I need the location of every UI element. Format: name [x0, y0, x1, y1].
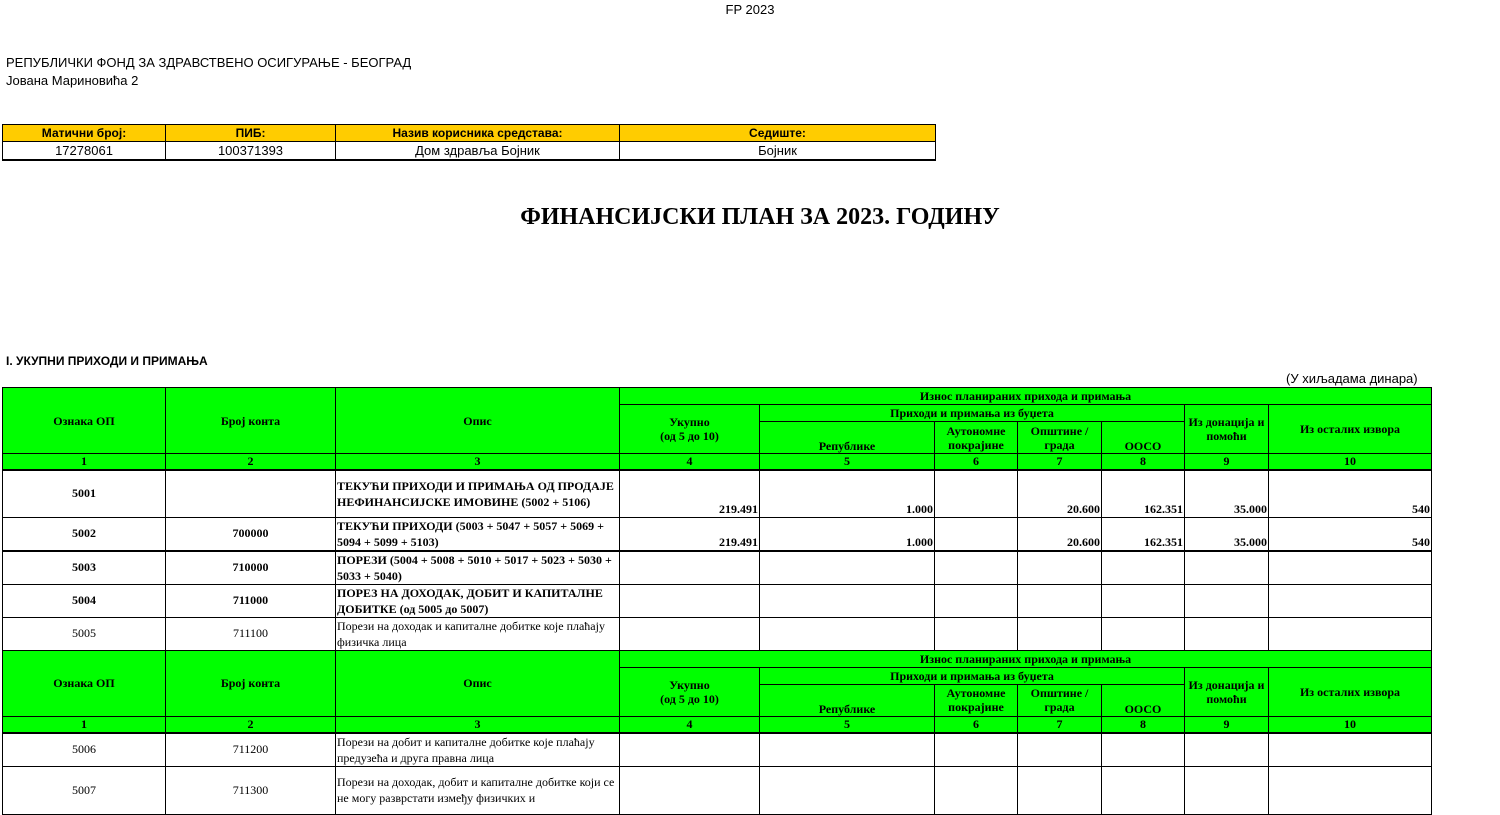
- cell-amount: 162.351: [1102, 517, 1185, 551]
- cell-oznaka: 5007: [3, 766, 166, 814]
- col-number: 8: [1102, 716, 1185, 733]
- id-value-pib: 100371393: [166, 142, 336, 161]
- col-header-ostali: Из осталих извора: [1269, 667, 1432, 716]
- cell-amount: [935, 470, 1018, 517]
- cell-amount: [1269, 617, 1432, 650]
- cell-amount: [620, 617, 760, 650]
- table-row: [3, 470, 1432, 517]
- cell-amount: [760, 584, 935, 617]
- col-header-autonomne: Аутономне покрајине: [935, 422, 1018, 454]
- cell-amount: [760, 551, 935, 585]
- table-row: [3, 584, 1432, 617]
- col-header-konto: Број конта: [166, 388, 336, 454]
- document-code: FP 2023: [725, 2, 775, 17]
- cell-opis: Порези на доходак, добит и капиталне добитке који се не могу разврстати између физичких и: [336, 766, 620, 814]
- col-header-ostali: Из осталих извора: [1269, 405, 1432, 454]
- cell-amount: [935, 551, 1018, 585]
- cell-opis: ТЕКУЋИ ПРИХОДИ (5003 + 5047 + 5057 + 5069 + 5094 + 5099 + 5103): [336, 517, 620, 551]
- cell-amount: [620, 551, 760, 585]
- cell-amount: [620, 766, 760, 814]
- id-value-naziv: Дом здравља Бојник: [336, 142, 620, 161]
- cell-opis: ПОРЕЗИ (5004 + 5008 + 5010 + 5017 + 5023 + 5030 + 5033 + 5040): [336, 551, 620, 585]
- id-value-sediste: Бојник: [620, 142, 936, 161]
- cell-amount: [620, 584, 760, 617]
- cell-amount: [1269, 733, 1432, 767]
- col-number: 6: [935, 716, 1018, 733]
- cell-konto: 711000: [166, 584, 336, 617]
- col-header-republike: Републике: [760, 422, 935, 454]
- cell-amount: [1185, 733, 1269, 767]
- col-number: 9: [1185, 454, 1269, 471]
- table-row: [3, 766, 1432, 814]
- id-header-maticni: Матични број:: [3, 125, 166, 142]
- financial-plan-table: [2, 387, 1432, 815]
- cell-amount: 35.000: [1185, 517, 1269, 551]
- table-row: [3, 733, 1432, 767]
- cell-amount: [1102, 584, 1185, 617]
- col-number: 4: [620, 716, 760, 733]
- cell-amount: [760, 617, 935, 650]
- organization-address: Јована Мариновића 2: [6, 73, 139, 88]
- col-header-autonomne: Аутономне покрајине: [935, 684, 1018, 716]
- cell-amount: [935, 733, 1018, 767]
- col-header-opis: Опис: [336, 388, 620, 454]
- col-number: 8: [1102, 454, 1185, 471]
- col-number: 1: [3, 454, 166, 471]
- cell-opis: Порези на доходак и капиталне добитке које плаћају физичка лица: [336, 617, 620, 650]
- ukupno-range: (од 5 до 10): [660, 691, 719, 706]
- col-number: 3: [336, 454, 620, 471]
- col-header-opstine: Општине / града: [1018, 422, 1102, 454]
- id-header-pib: ПИБ:: [166, 125, 336, 142]
- col-header-budzet: Приходи и примања из буџета: [760, 405, 1185, 422]
- cell-amount: 35.000: [1185, 470, 1269, 517]
- col-header-oznaka: Ознака ОП: [3, 388, 166, 454]
- cell-konto: 711100: [166, 617, 336, 650]
- col-header-ooso: ООСО: [1102, 684, 1185, 716]
- organization-name: РЕПУБЛИЧКИ ФОНД ЗА ЗДРАВСТВЕНО ОСИГУРАЊЕ - БЕОГРАД: [6, 55, 412, 70]
- cell-oznaka: 5006: [3, 733, 166, 767]
- cell-amount: 219.491: [620, 470, 760, 517]
- cell-amount: [760, 733, 935, 767]
- col-header-ukupno: [620, 405, 760, 454]
- cell-amount: [935, 617, 1018, 650]
- cell-amount: [1185, 617, 1269, 650]
- col-header-donacije: Из донација и помоћи: [1185, 667, 1269, 716]
- col-number: 7: [1018, 454, 1102, 471]
- ukupno-label: Укупно: [669, 677, 710, 692]
- col-header-konto: Број конта: [166, 650, 336, 716]
- cell-konto: 711200: [166, 733, 336, 767]
- ukupno-range: (од 5 до 10): [660, 429, 719, 443]
- col-number: 4: [620, 454, 760, 471]
- table-row: [3, 551, 1432, 585]
- cell-konto: 711300: [166, 766, 336, 814]
- cell-amount: [1018, 766, 1102, 814]
- cell-amount: [1269, 551, 1432, 585]
- col-number: 7: [1018, 716, 1102, 733]
- col-number: 3: [336, 716, 620, 733]
- col-header-republike: Републике: [760, 684, 935, 716]
- col-number: 5: [760, 716, 935, 733]
- col-header-opis: Опис: [336, 650, 620, 716]
- cell-konto: 710000: [166, 551, 336, 585]
- cell-opis: Порези на добит и капиталне добитке које плаћају предузећа и друга правна лица: [336, 733, 620, 767]
- cell-amount: [1185, 551, 1269, 585]
- cell-opis: ПОРЕЗ НА ДОХОДАК, ДОБИТ И КАПИТАЛНЕ ДОБИТКЕ (од 5005 до 5007): [336, 584, 620, 617]
- cell-amount: 20.600: [1018, 470, 1102, 517]
- cell-oznaka: 5005: [3, 617, 166, 650]
- cell-amount: [1018, 733, 1102, 767]
- col-header-opstine: Општине / града: [1018, 684, 1102, 716]
- cell-amount: 540: [1269, 470, 1432, 517]
- col-header-iznos: Износ планираних прихода и примања: [620, 650, 1432, 667]
- id-header-naziv: Назив корисника средстава:: [336, 125, 620, 142]
- cell-amount: [1102, 551, 1185, 585]
- cell-opis: ТЕКУЋИ ПРИХОДИ И ПРИМАЊА ОД ПРОДАЈЕ НЕФИНАНСИЈСКЕ ИМОВИНЕ (5002 + 5106): [336, 470, 620, 517]
- cell-amount: [1018, 551, 1102, 585]
- cell-oznaka: 5002: [3, 517, 166, 551]
- col-number: 1: [3, 716, 166, 733]
- col-number: 2: [166, 454, 336, 471]
- col-header-ukupno: [620, 667, 760, 716]
- identification-table: [2, 124, 936, 161]
- cell-amount: [935, 766, 1018, 814]
- col-header-budzet: Приходи и примања из буџета: [760, 667, 1185, 684]
- col-header-iznos: Износ планираних прихода и примања: [620, 388, 1432, 405]
- cell-amount: [1185, 584, 1269, 617]
- cell-amount: 219.491: [620, 517, 760, 551]
- cell-amount: [1102, 733, 1185, 767]
- col-number: 5: [760, 454, 935, 471]
- cell-amount: 540: [1269, 517, 1432, 551]
- cell-amount: [1102, 766, 1185, 814]
- cell-oznaka: 5004: [3, 584, 166, 617]
- cell-amount: [1018, 584, 1102, 617]
- cell-amount: [1185, 766, 1269, 814]
- cell-amount: 1.000: [760, 517, 935, 551]
- cell-amount: 162.351: [1102, 470, 1185, 517]
- cell-amount: [1018, 617, 1102, 650]
- cell-amount: [620, 733, 760, 767]
- cell-amount: [935, 517, 1018, 551]
- col-number: 6: [935, 454, 1018, 471]
- cell-amount: 20.600: [1018, 517, 1102, 551]
- id-value-maticni: 17278061: [3, 142, 166, 161]
- cell-oznaka: 5001: [3, 470, 166, 517]
- cell-amount: [1269, 766, 1432, 814]
- cell-oznaka: 5003: [3, 551, 166, 585]
- cell-amount: [1269, 584, 1432, 617]
- ukupno-label: Укупно: [669, 415, 710, 429]
- cell-konto: 700000: [166, 517, 336, 551]
- table-row: [3, 517, 1432, 551]
- col-number: 2: [166, 716, 336, 733]
- col-number: 9: [1185, 716, 1269, 733]
- unit-note: (У хиљадама динара): [1286, 371, 1418, 386]
- cell-amount: [935, 584, 1018, 617]
- table-row: [3, 617, 1432, 650]
- cell-amount: [760, 766, 935, 814]
- col-header-donacije: Из донација и помоћи: [1185, 405, 1269, 454]
- col-number: 10: [1269, 716, 1432, 733]
- col-header-oznaka: Ознака ОП: [3, 650, 166, 716]
- col-number: 10: [1269, 454, 1432, 471]
- col-header-ooso: ООСО: [1102, 422, 1185, 454]
- cell-amount: [1102, 617, 1185, 650]
- section-heading: I. УКУПНИ ПРИХОДИ И ПРИМАЊА: [6, 354, 208, 368]
- id-header-sediste: Седиште:: [620, 125, 936, 142]
- cell-konto: [166, 470, 336, 517]
- page-title: ФИНАНСИЈСКИ ПЛАН ЗА 2023. ГОДИНУ: [520, 204, 1000, 230]
- cell-amount: 1.000: [760, 470, 935, 517]
